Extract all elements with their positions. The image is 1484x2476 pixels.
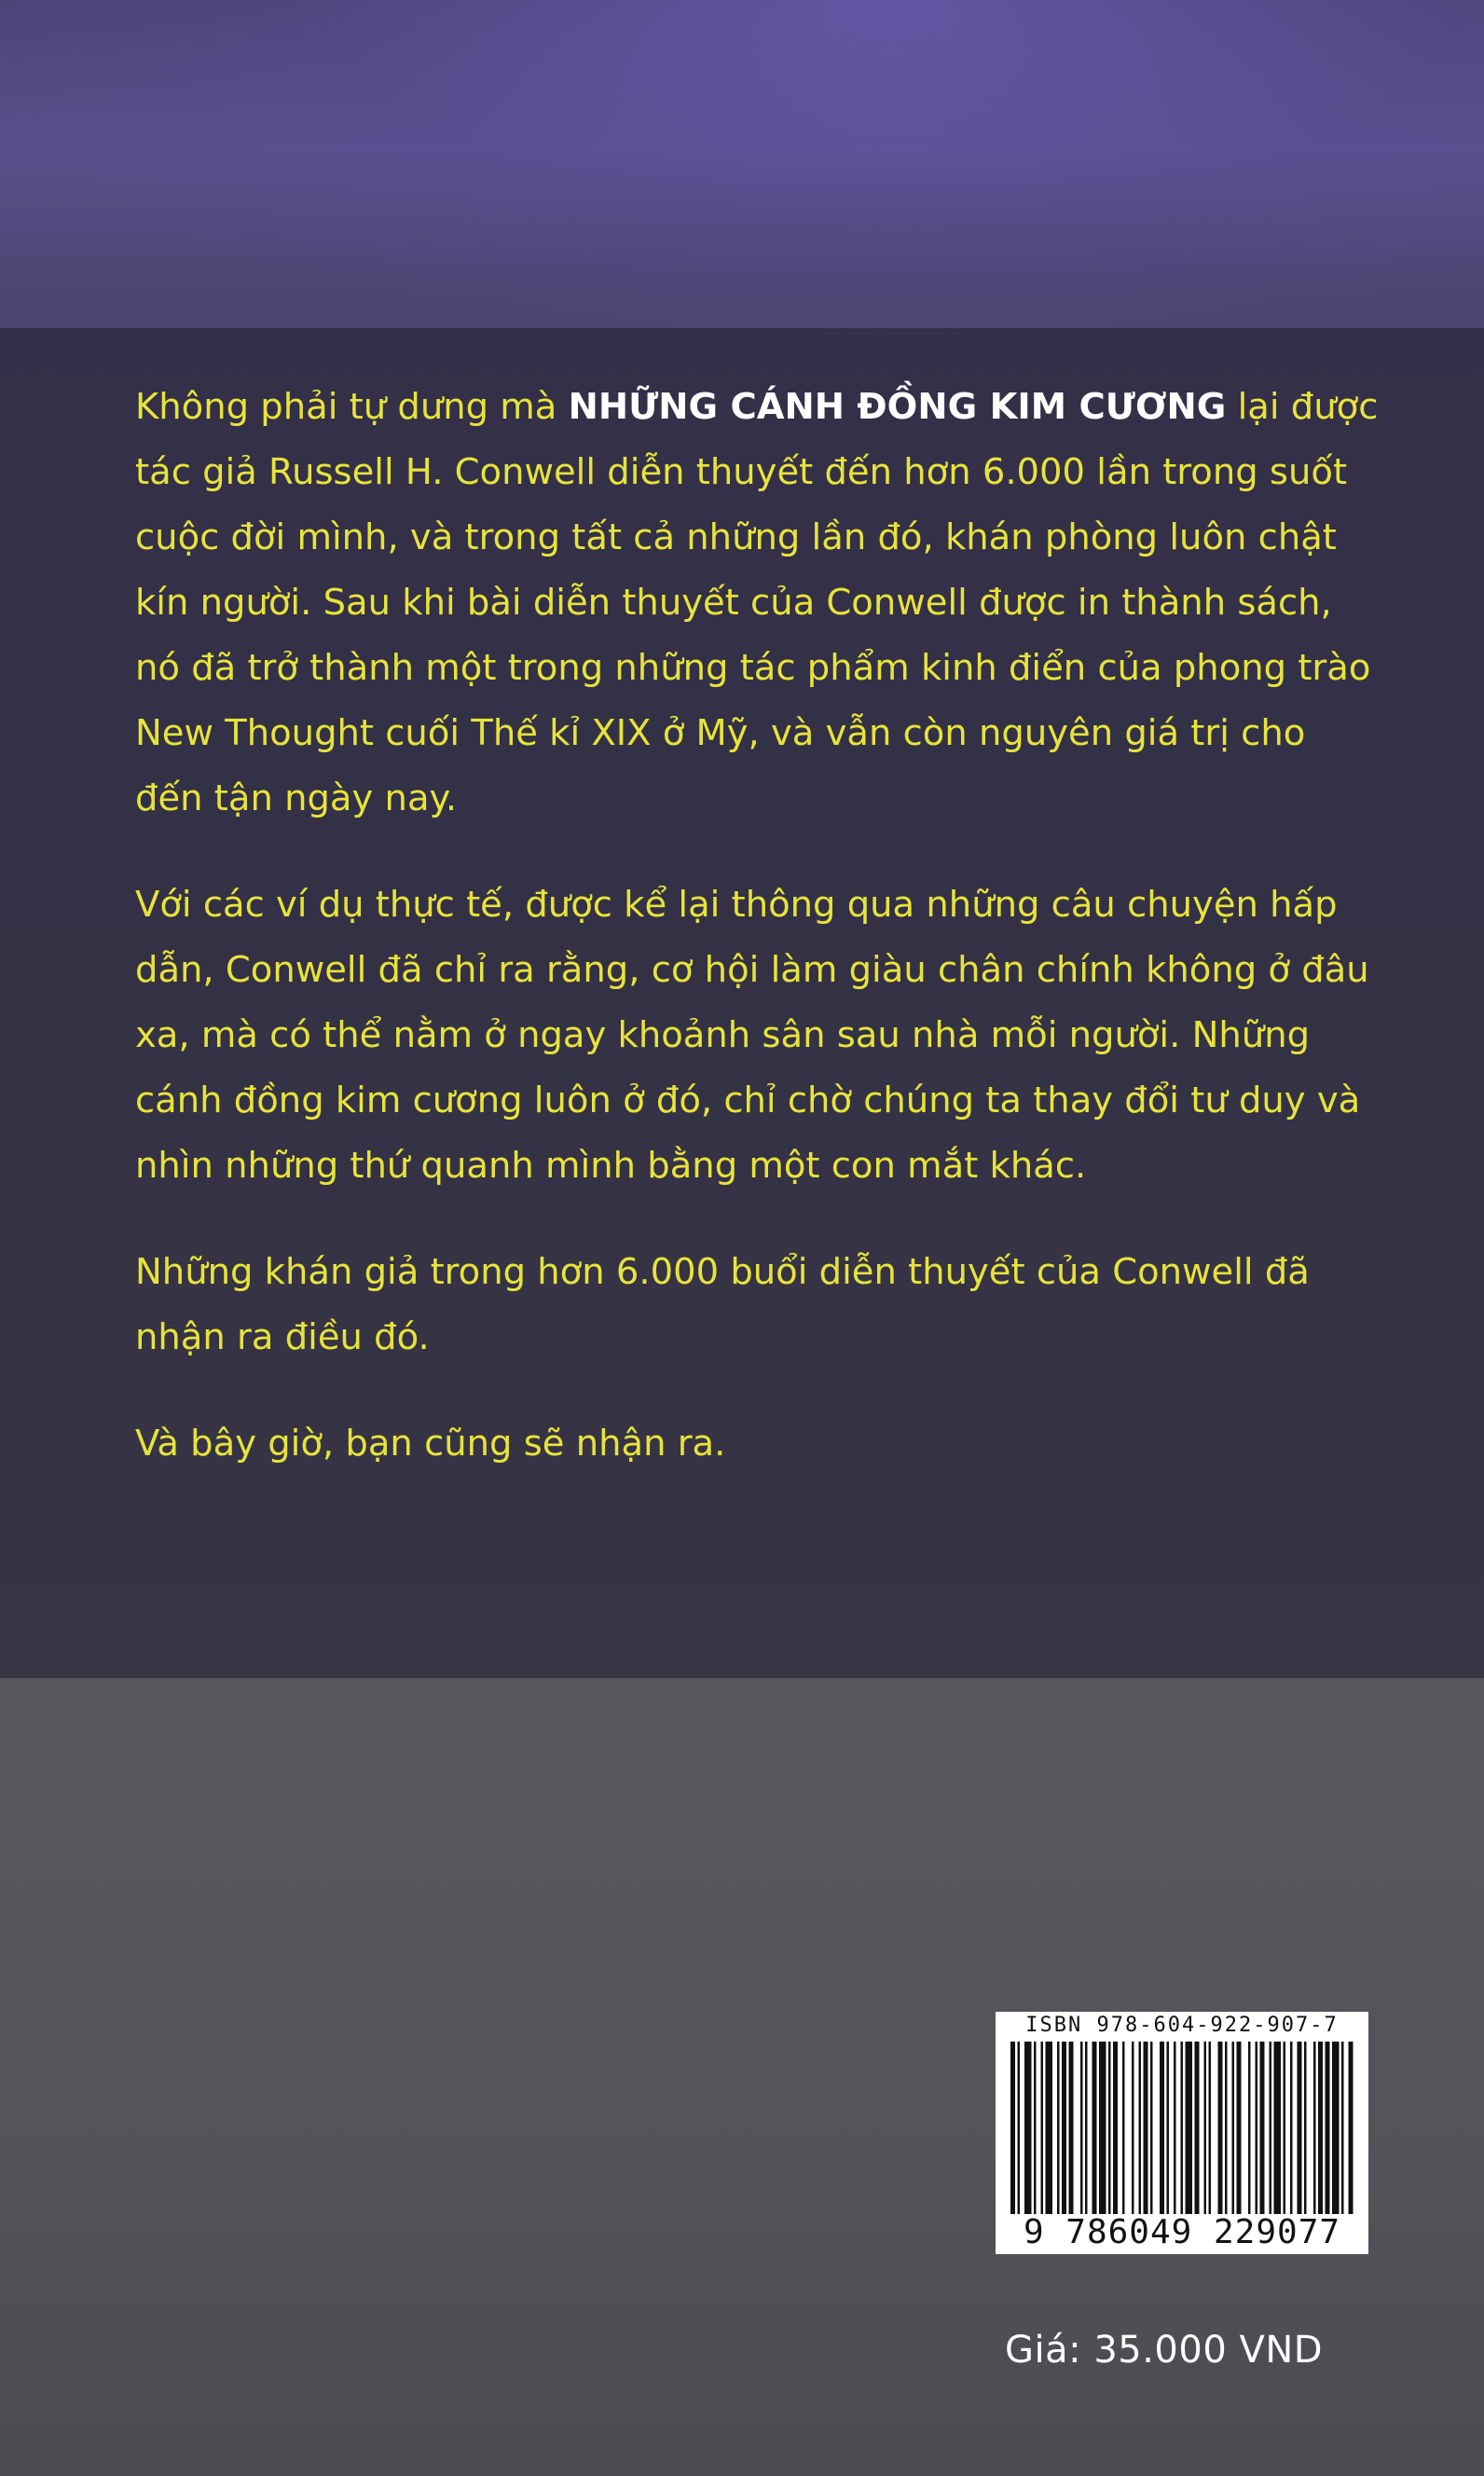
barcode-bar: [1326, 2042, 1330, 2214]
description-text: [135, 375, 1384, 1518]
barcode-bar: [1108, 2042, 1111, 2214]
barcode-bar: [1024, 2042, 1032, 2214]
barcode-bar: [1034, 2042, 1037, 2214]
barcode-bar: [1174, 2042, 1176, 2214]
barcode-bar: [1270, 2042, 1272, 2214]
barcode-bar: [1218, 2042, 1223, 2214]
barcode-bar: [1085, 2042, 1088, 2214]
barcode-bar: [1284, 2042, 1286, 2214]
barcode-digits: 9 786049 229077: [1023, 2213, 1341, 2251]
description-paragraph-1: [135, 375, 1384, 832]
barcode-bar: [1018, 2042, 1021, 2214]
barcode-bars: [1010, 2042, 1355, 2214]
price-text: Giá: 35.000 VND: [1005, 2329, 1324, 2372]
barcode-bar: [1160, 2042, 1164, 2214]
barcode-bar: [1092, 2042, 1097, 2214]
barcode-bar: [1181, 2042, 1184, 2214]
barcode-bar: [1041, 2042, 1044, 2214]
book-title: NHỮNG CÁNH ĐỒNG KIM CƯƠNG: [568, 386, 1227, 428]
barcode-bar: [1167, 2042, 1170, 2214]
barcode-bar: [1290, 2042, 1293, 2214]
barcode-bar: [1313, 2042, 1316, 2214]
barcode-bar: [1341, 2042, 1344, 2214]
barcode-bar: [1186, 2042, 1193, 2214]
barcode-bar: [1195, 2042, 1200, 2214]
barcode-bar: [1248, 2042, 1251, 2214]
barcode-bar: [1209, 2042, 1212, 2214]
description-paragraph-3: Những khán giả trong hơn 6.000 buổi diễn thuyết của Conwell đã nhận ra điều đó.: [135, 1251, 1310, 1358]
description-panel: [0, 328, 1484, 1678]
barcode-bar: [1237, 2042, 1242, 2214]
description-paragraph-4: Và bây giờ, bạn cũng sẽ nhận ra.: [135, 1423, 726, 1465]
barcode-label: [996, 2012, 1368, 2254]
barcode-bar: [1144, 2042, 1148, 2214]
barcode-bar: [1274, 2042, 1282, 2214]
barcode-bar: [1332, 2042, 1340, 2214]
paragraph-1-body: lại được tác giả Russell H. Conwell diễn thuyết đến hơn 6.000 lần trong suốt cuộc đời mình, và trong tất cả những lần đó, khán phòng luôn chật kín người. Sau khi bài diễn thuyết của Conwell được in thành sách, nó đã trở thành một trong những tác phẩm kinh điển của phong trào New Thought cuối Thế kỉ XIX ở Mỹ, và vẫn còn nguyên giá trị cho đến tận ngày nay.: [135, 386, 1379, 819]
barcode-bar: [1080, 2042, 1083, 2214]
barcode-bar: [1150, 2042, 1153, 2214]
barcode-bar: [1225, 2042, 1228, 2214]
description-paragraph-2: Với các ví dụ thực tế, được kể lại thông qua những câu chuyện hấp dẫn, Conwell đã chỉ ra rằng, cơ hội làm giàu chân chính không ở đâu xa, mà có thể nằm ở ngay khoảnh sân sau nhà mỗi người. Những cánh đồng kim cương luôn ở đó, chỉ chờ chúng ta thay đổi tư duy và nhìn những thứ quanh mình bằng một con mắt khác.: [135, 884, 1369, 1187]
isbn-text: ISBN 978-604-922-907-7: [1025, 2014, 1339, 2037]
barcode-bar: [1304, 2042, 1307, 2214]
barcode-bar: [1232, 2042, 1235, 2214]
cover-top-glow: [0, 0, 1484, 336]
barcode-bar: [1069, 2042, 1074, 2214]
barcode-bar: [1122, 2042, 1125, 2214]
barcode-bar: [1113, 2042, 1118, 2214]
barcode-bar: [1139, 2042, 1142, 2214]
barcode-bar: [1099, 2042, 1106, 2214]
barcode-bar: [1057, 2042, 1060, 2214]
barcode-bar: [1260, 2042, 1265, 2214]
barcode-bar: [1132, 2042, 1134, 2214]
paragraph-1-lead: Không phải tự dưng mà: [135, 386, 569, 428]
barcode-bar: [1204, 2042, 1207, 2214]
barcode-bar: [1046, 2042, 1053, 2214]
barcode-bar: [1010, 2042, 1015, 2214]
barcode-bar: [1318, 2042, 1323, 2214]
barcode-bar: [1256, 2042, 1258, 2214]
barcode-bar: [1298, 2042, 1302, 2214]
barcode-bar: [1062, 2042, 1066, 2214]
barcode-bar: [1349, 2042, 1353, 2214]
